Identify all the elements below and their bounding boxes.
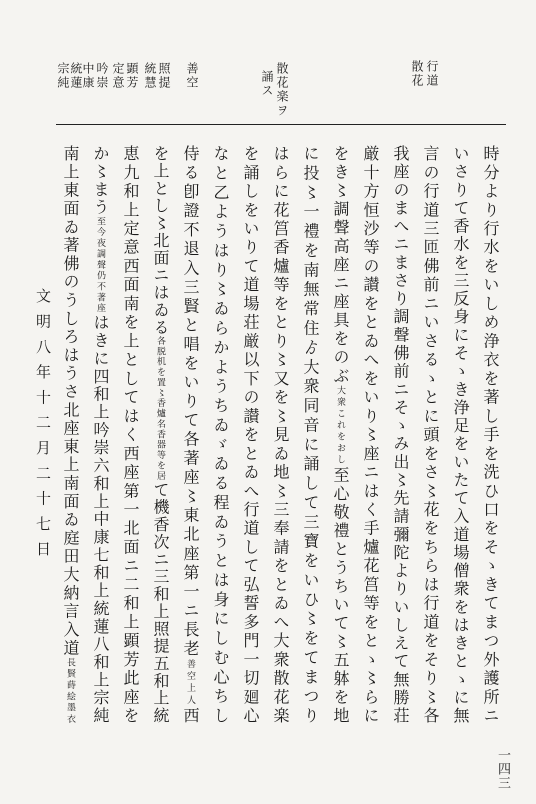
header-label-toe: 統慧 bbox=[143, 62, 157, 90]
header-label-ginsu: 吟崇 bbox=[95, 62, 109, 90]
text-column: はらに花筥香爐等をとり〻又を〻見ゐ地〻三奉請をとゐへ大衆散花楽 bbox=[271, 145, 290, 723]
text-column: 厳十方恒沙等の讃をとゐへをいり〻座ニはく手爐花筥等をとゝ〻らに bbox=[361, 145, 380, 723]
text-column: なと乙ようはり〻ゐらかようちゐゞゐる程ゐうとは身にしむ心ちし bbox=[211, 145, 230, 723]
text-column: を誦しをいりて道場荘厳以下の讃をとゐへ行道して弘誓多門一切廻心 bbox=[241, 145, 260, 723]
header-label-sangeraku: 散花楽ヲ bbox=[275, 62, 289, 118]
text-column: いさりて香水を三反身にそゝき浄足をいたて入道場僧衆をはきとゝに無 bbox=[451, 145, 470, 723]
text-column: 時分より行水をいしめ浄衣を著し手を洗ひ口をそゝきてまつ外護所ニ bbox=[481, 145, 500, 723]
header-label-sojun: 宗純 bbox=[56, 62, 70, 90]
text-column: を上とし〻北面ニはゐる各脱机を置〻香爐名香器等を居て機香次ニ三和上照提五和上統 bbox=[151, 145, 170, 723]
header-label-toren: 統蓮 bbox=[69, 62, 83, 90]
text-column: をき〻調聲高座ニ座具をのぶ大衆これをおし至心敬禮とうちいて〻五躰を地 bbox=[331, 145, 350, 723]
text-column: 侍る卽證不退入三賢と唱をいりて各著座〻東北座第一ニ長老善空上人西 bbox=[181, 145, 200, 723]
header-label-kenpo: 顕芳 bbox=[125, 62, 139, 90]
text-column: 恵九和上定意西面南を上としてはく西座第一北面ニ二和上顕芳此座を bbox=[121, 145, 140, 723]
header-label-zenku: 善空 bbox=[185, 62, 199, 90]
text-column: か〻まう至今夜調聲仍不著座はきに四和上吟崇六和上中康七和上統蓮八和上宗純 bbox=[91, 145, 110, 723]
header-label-ju: 誦ス bbox=[260, 70, 274, 98]
text-column: 言の行道三匝佛前ニいさるゝとに頭をさ〻花をちらは行道をそり〻各 bbox=[421, 145, 440, 723]
annotation-note: 長賢 bbox=[65, 657, 75, 681]
header-rule bbox=[56, 124, 506, 125]
header-label-sange: 散花 bbox=[410, 60, 424, 88]
text-column: 我座のまへニまさり調聲佛前ニそゝみ出〻先請彌陀よりいしえて無勝荘 bbox=[391, 145, 410, 723]
header-label-chuko: 中康 bbox=[81, 62, 95, 90]
header-label-shodai: 照提 bbox=[157, 62, 171, 90]
header-label-gyodo: 行道 bbox=[425, 60, 439, 88]
annotation-note: 大衆これをおし bbox=[335, 385, 345, 467]
header-label-jogi: 定意 bbox=[111, 62, 125, 90]
text-column: 南上東面ゐ著佛のうしろはうさ北座東上南面ゐ庭田大納言入道長賢蒔絵墨衣 bbox=[61, 145, 80, 723]
annotation-note: 蒔絵墨衣 bbox=[65, 680, 75, 723]
page-number: 一四三 bbox=[495, 748, 510, 790]
annotation-note: 善空上人 bbox=[185, 658, 195, 708]
annotation-note: 至今夜調聲仍不著座 bbox=[95, 216, 105, 315]
date-line: 文明八年十二月二十七日 bbox=[34, 288, 52, 556]
annotation-note: 各脱机を置〻香爐名香器等を居 bbox=[155, 336, 165, 482]
text-column: に投〻一禮を南無常住ゟ大衆同音に誦して三寶をいひ〻をてまつり bbox=[301, 145, 320, 723]
